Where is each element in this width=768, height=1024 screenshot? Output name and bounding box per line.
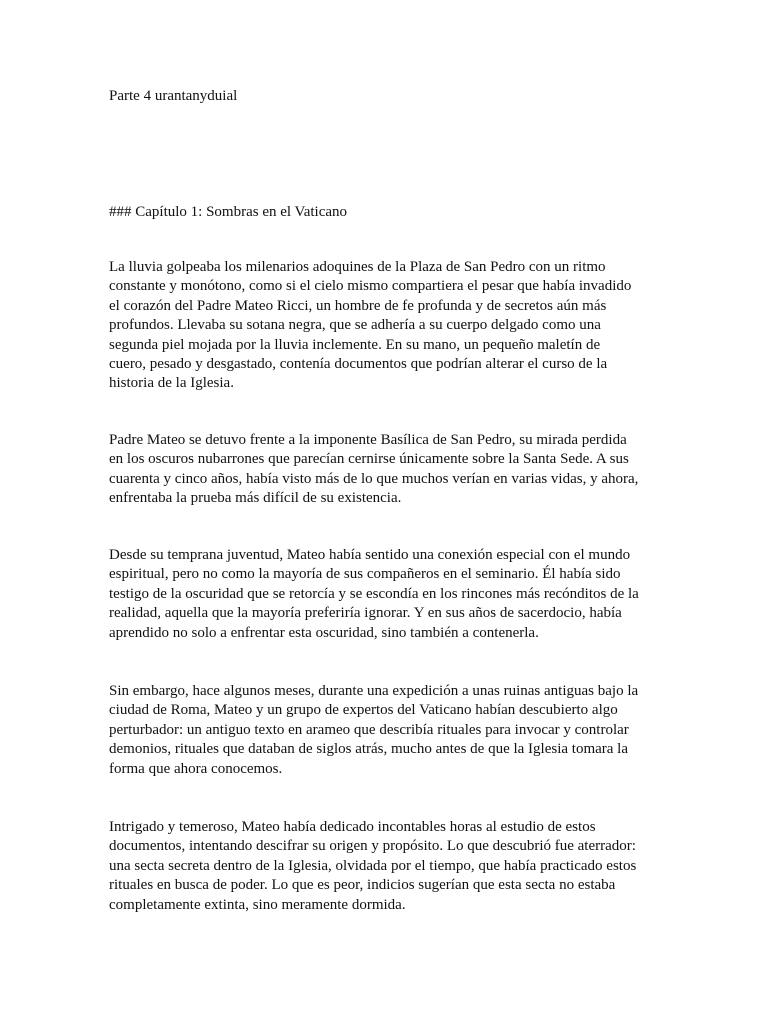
paragraph: Intrigado y temeroso, Mateo había dedicado incontables horas al estudio de estos documentos, intentando descifrar su origen y propósito. Lo que descubrió fue aterrador: una secta secreta dentro de la Iglesia, olvidada por el tiempo, que había practicado estos rituales en busca de poder. Lo que es peor, indicios sugerían que esta secta no estaba completamente extinta, sino meramente dormida. xyxy=(109,819,637,913)
chapter-heading: ### Capítulo 1: Sombras en el Vaticano xyxy=(109,204,348,220)
paragraph: La lluvia golpeaba los milenarios adoquines de la Plaza de San Pedro con un ritmo constante y monótono, como si el cielo mismo compartiera el pesar que había invadido el corazón del Padre Mateo Ricci, un hombre de fe profunda y de secretos aún más profundos. Llevaba su sotana negra, que se adhería a su cuerpo delgado como una segunda piel mojada por la lluvia inclemente. En su mano, un pequeño maletín de cuero, pesado y desgastado, contenía documentos que podrían alterar el curso de la historia de la Iglesia. xyxy=(109,259,632,392)
paragraph: Sin embargo, hace algunos meses, durante una expedición a unas ruinas antiguas bajo la ciudad de Roma, Mateo y un grupo de expertos del Vaticano habían descubierto algo perturbador: un antiguo texto en arameo que describía rituales para invocar y controlar demonios, rituales que databan de siglos atrás, mucho antes de que la Iglesia tomara la forma que ahora conocemos. xyxy=(109,683,639,777)
document-header: Parte 4 urantanyduial xyxy=(109,88,238,104)
paragraph: Padre Mateo se detuvo frente a la imponente Basílica de San Pedro, su mirada perdida en los oscuros nubarrones que parecían cernirse únicamente sobre la Santa Sede. A sus cuarenta y cinco años, había visto más de lo que muchos verían en varias vidas, y ahora, enfrentaba la prueba más difícil de su existencia. xyxy=(109,432,639,507)
paragraph: Desde su temprana juventud, Mateo había sentido una conexión especial con el mundo espiritual, pero no como la mayoría de sus compañeros en el seminario. Él había sido testigo de la oscuridad que se retorcía y se escondía en los rincones más recónditos de la realidad, aquella que la mayoría preferiría ignorar. Y en sus años de sacerdocio, había aprendido no solo a enfrentar esta oscuridad, sino también a contenerla. xyxy=(109,547,639,641)
